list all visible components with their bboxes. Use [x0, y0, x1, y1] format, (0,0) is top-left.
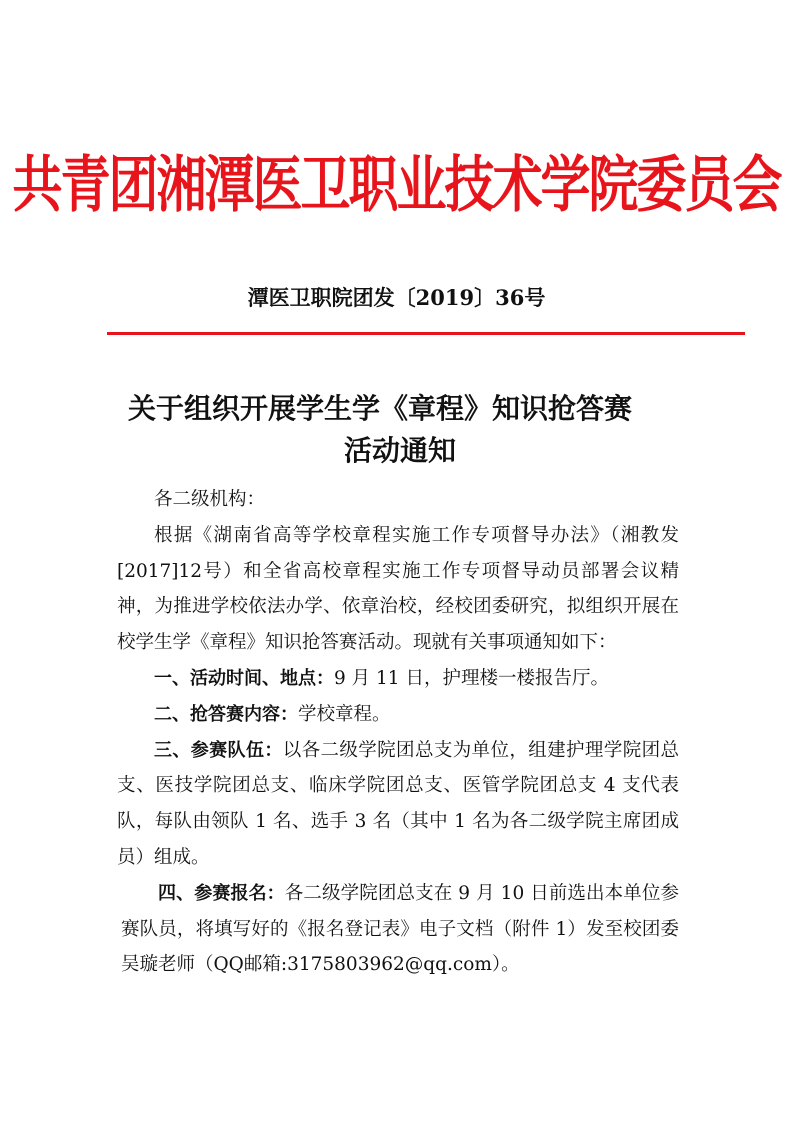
- salutation: 各二级机构：: [154, 489, 266, 510]
- item-heading: 二、抢答赛内容：: [154, 703, 298, 725]
- organization-header: 共青团湘潭医卫职业技术学院委员会: [12, 149, 781, 221]
- intro-paragraph: 根据《湖南省高等学校章程实施工作专项督导办法》（湘教发[2017]12号）和全省高校章程实施工作专项督导动员部署会议精神，为推进学校依法办学、依章治校，经校团委研究，拟组织开展在校学生学《章程》知识抢答赛活动。现就有关事项通知如下：: [117, 524, 679, 654]
- item-text: 各二级学院团总支在 9 月 10 日前选出本单位参赛队员，将填写好的《报名登记表》电子文档（附件 1）发至校团委吴璇老师（QQ邮箱:3175803962@qq.com）。: [121, 882, 679, 976]
- item-text: 以各二级学院团总支为单位，组建护理学院团总支、医技学院团总支、临床学院团总支、医管学院团总支 4 支代表队，每队由领队 1 名、选手 3 名（其中 1 名为各二级学院主席团成员）组成。: [117, 739, 679, 868]
- notice-body: [117, 482, 679, 983]
- item-paragraph: [117, 661, 679, 697]
- item-paragraph: [117, 876, 679, 983]
- notice-title-line2: 活动通知: [343, 434, 456, 467]
- item-heading: 三、参赛队伍：: [154, 739, 283, 761]
- item-text: 学校章程。: [298, 703, 391, 725]
- notice-title: [100, 388, 700, 472]
- document-number: 潭医卫职院团发〔2019〕36号: [247, 285, 546, 310]
- item-heading: 一、活动时间、地点：: [154, 667, 334, 689]
- item-paragraph: [117, 697, 679, 733]
- notice-title-line1: 关于组织开展学生学《章程》知识抢答赛: [127, 392, 632, 425]
- item-text: 9 月 11 日，护理楼一楼报告厅。: [334, 667, 609, 689]
- item-paragraph: [117, 733, 679, 876]
- item-heading: 四、参赛报名：: [158, 882, 285, 904]
- red-divider-line: [107, 332, 745, 335]
